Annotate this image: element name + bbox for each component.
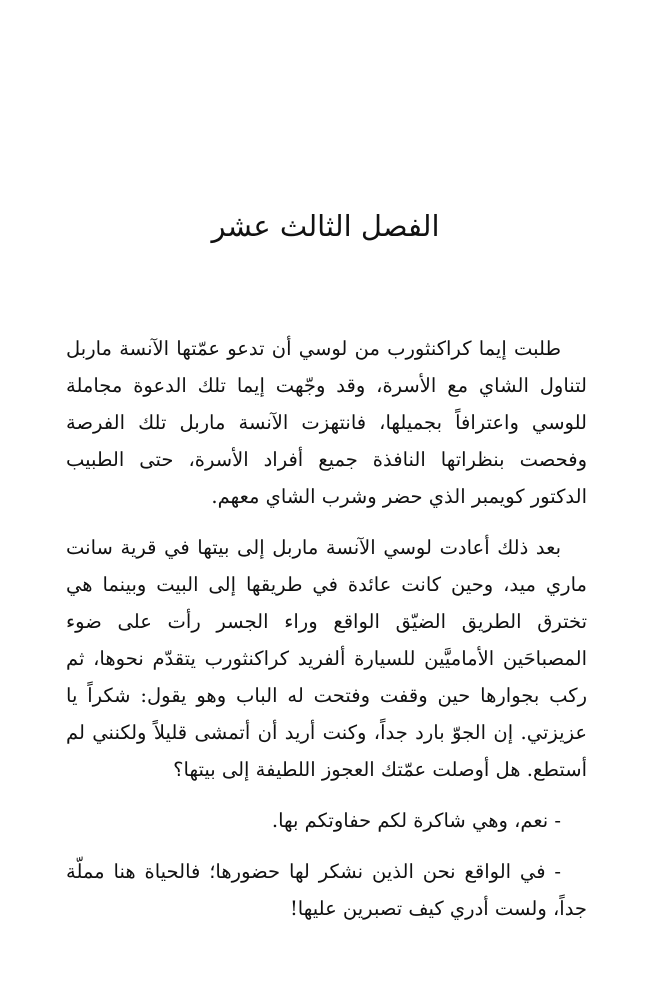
chapter-body bbox=[66, 330, 587, 941]
chapter-title: الفصل الثالث عشر bbox=[211, 209, 440, 243]
dialogue-line-2: - في الواقع نحن الذين نشكر لها حضورها؛ فالحياة هنا مملّة جداً، ولست أدري كيف تصبرين عليها! bbox=[66, 860, 587, 920]
paragraph-1: طلبت إيما كراكنثورب من لوسي أن تدعو عمّتها الآنسة ماربل لتناول الشاي مع الأسرة، وقد وجّهت إيما تلك الدعوة مجاملة للوسي واعترافاً بجميلها، فانتهزت الآنسة ماربل تلك الفرصة وفحصت بنظراتها النافذة جميع أفراد الأسرة، حتى الطبيب الدكتور كويمبر الذي حضر وشرب الشاي معهم. bbox=[66, 337, 587, 508]
paragraph-2: بعد ذلك أعادت لوسي الآنسة ماربل إلى بيتها في قرية سانت ماري ميد، وحين كانت عائدة في طريقها إلى البيت وبينما هي تخترق الطريق الضيّق الواقع وراء الجسر رأت على ضوء المصباحَين الأماميَّين للسيارة ألفريد كراكنثورب يتقدّم نحوها، ثم ركب بجوارها حين وقفت وفتحت له الباب وهو يقول: شكراً يا عزيزتي. إن الجوّ بارد جداً، وكنت أريد أن أتمشى قليلاً ولكنني لم أستطع. هل أوصلت عمّتك العجوز اللطيفة إلى بيتها؟ bbox=[66, 536, 587, 781]
dialogue-line-1: - نعم، وهي شاكرة لكم حفاوتكم بها. bbox=[271, 809, 561, 832]
